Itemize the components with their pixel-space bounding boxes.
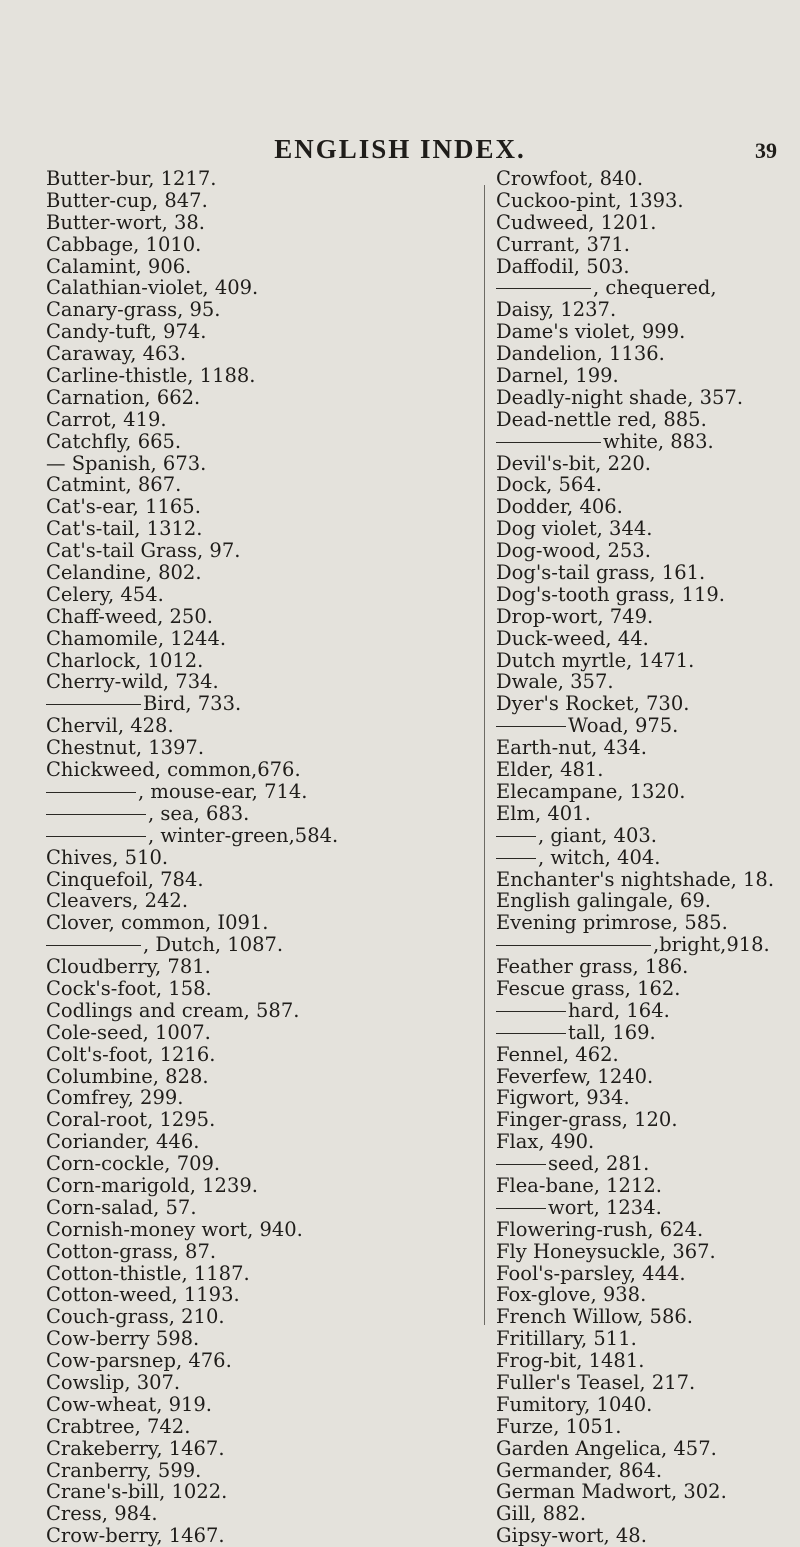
index-entry-text: Drop-wort, 749. bbox=[496, 604, 654, 628]
index-entry-text: Cuckoo-pint, 1393. bbox=[496, 188, 684, 212]
index-entry-text: Chestnut, 1397. bbox=[46, 736, 205, 760]
index-entry-text: Daisy, 1237. bbox=[496, 298, 617, 322]
index-entry bbox=[46, 518, 466, 540]
index-entry-text: Fennel, 462. bbox=[496, 1042, 619, 1066]
index-entry-text: Chives, 510. bbox=[46, 845, 169, 869]
index-entry-text: Germander, 864. bbox=[496, 1458, 663, 1482]
index-entry bbox=[496, 671, 800, 693]
index-entry bbox=[496, 1438, 800, 1460]
index-entry-text: seed, 281. bbox=[548, 1152, 650, 1176]
index-entry bbox=[46, 956, 466, 978]
index-entry-text: Evening primrose, 585. bbox=[496, 911, 728, 935]
index-entry bbox=[46, 847, 466, 869]
index-entry bbox=[46, 474, 466, 496]
index-entry-text: — Spanish, 673. bbox=[46, 451, 207, 475]
index-entry-text: Cotton-thistle, 1187. bbox=[46, 1261, 250, 1285]
index-entry bbox=[496, 431, 800, 453]
index-entry-text: Cow-wheat, 919. bbox=[46, 1392, 213, 1416]
index-entry bbox=[496, 496, 800, 518]
index-entry bbox=[496, 1087, 800, 1109]
index-entry bbox=[46, 606, 466, 628]
index-entry-text: Carrot, 419. bbox=[46, 407, 167, 431]
index-entry bbox=[46, 540, 466, 562]
index-entry-text: Darnel, 199. bbox=[496, 364, 619, 388]
ditto-rule bbox=[496, 442, 601, 443]
index-entry-text: Coriander, 446. bbox=[46, 1130, 200, 1154]
index-entry-text: , mouse-ear, 714. bbox=[138, 779, 308, 803]
index-entry-text: Charlock, 1012. bbox=[46, 648, 204, 672]
index-entry-text: Flax, 490. bbox=[496, 1130, 595, 1154]
ditto-rule bbox=[46, 814, 146, 815]
ditto-rule bbox=[496, 1033, 566, 1034]
index-entry-text: Cotton-weed, 1193. bbox=[46, 1283, 240, 1307]
index-entry-text: wort, 1234. bbox=[548, 1195, 662, 1219]
index-entry bbox=[46, 256, 466, 278]
index-entry bbox=[46, 825, 466, 847]
index-entry bbox=[46, 1044, 466, 1066]
index-entry-text: Cleavers, 242. bbox=[46, 889, 189, 913]
index-entry bbox=[496, 825, 800, 847]
index-entry bbox=[46, 890, 466, 912]
index-entry-text: Chickweed, common,676. bbox=[46, 758, 301, 782]
index-entry-text: Catchfly, 665. bbox=[46, 429, 182, 453]
index-entry bbox=[496, 1241, 800, 1263]
index-entry-text: Garden Angelica, 457. bbox=[496, 1436, 717, 1460]
ditto-rule bbox=[496, 1164, 546, 1165]
index-entry bbox=[496, 715, 800, 737]
ditto-rule bbox=[496, 1208, 546, 1209]
index-entry bbox=[46, 277, 466, 299]
index-entry bbox=[496, 693, 800, 715]
index-entry bbox=[496, 847, 800, 869]
index-entry bbox=[46, 912, 466, 934]
index-entry-text: Chervil, 428. bbox=[46, 714, 174, 738]
ditto-rule bbox=[46, 792, 136, 793]
index-entry-text: Cabbage, 1010. bbox=[46, 232, 202, 256]
index-entry-text: Gipsy-wort, 48. bbox=[496, 1524, 647, 1547]
index-entry bbox=[496, 190, 800, 212]
index-entry-text: Comfrey, 299. bbox=[46, 1086, 184, 1110]
index-entry-text: French Willow, 586. bbox=[496, 1305, 693, 1329]
index-entry bbox=[496, 1372, 800, 1394]
index-entry-text: Enchanter's nightshade, 18. bbox=[496, 867, 775, 891]
index-entry-text: Celandine, 802. bbox=[46, 561, 202, 585]
index-entry bbox=[46, 168, 466, 190]
index-entry-text: Crowfoot, 840. bbox=[496, 167, 644, 190]
index-entry-text: Daffodil, 503. bbox=[496, 254, 630, 278]
index-entry-text: Dame's violet, 999. bbox=[496, 320, 686, 344]
index-entry bbox=[46, 1197, 466, 1219]
index-entry-text: Cotton-grass, 87. bbox=[46, 1239, 217, 1263]
index-entry-text: Furze, 1051. bbox=[496, 1414, 622, 1438]
index-entry bbox=[496, 1284, 800, 1306]
index-entry bbox=[46, 431, 466, 453]
index-entry bbox=[496, 803, 800, 825]
index-entry-text: Earth-nut, 434. bbox=[496, 736, 647, 760]
index-entry-text: Fox-glove, 938. bbox=[496, 1283, 647, 1307]
index-entry-text: hard, 164. bbox=[568, 998, 670, 1022]
index-entry bbox=[46, 321, 466, 343]
index-entry-text: Duck-weed, 44. bbox=[496, 626, 649, 650]
index-entry bbox=[46, 1087, 466, 1109]
index-entry-text: Corn-cockle, 709. bbox=[46, 1152, 221, 1176]
index-entry-text: Cole-seed, 1007. bbox=[46, 1020, 211, 1044]
index-entry bbox=[496, 912, 800, 934]
index-entry bbox=[496, 890, 800, 912]
index-entry-text: Corn-salad, 57. bbox=[46, 1195, 197, 1219]
index-entry bbox=[496, 474, 800, 496]
index-entry-text: Celery, 454. bbox=[46, 582, 164, 606]
index-entry bbox=[46, 1525, 466, 1547]
index-entry bbox=[496, 256, 800, 278]
index-entry bbox=[46, 299, 466, 321]
index-entry-text: Elecampane, 1320. bbox=[496, 779, 686, 803]
index-entry bbox=[496, 584, 800, 606]
index-entry-text: Clover, common, I091. bbox=[46, 911, 269, 935]
index-entry-text: Canary-grass, 95. bbox=[46, 298, 221, 322]
index-entry bbox=[496, 1328, 800, 1350]
index-entry bbox=[46, 234, 466, 256]
index-entry-text: Cherry-wild, 734. bbox=[46, 670, 219, 694]
index-entry-text: Feverfew, 1240. bbox=[496, 1064, 654, 1088]
index-entry bbox=[496, 562, 800, 584]
index-entry-text: Dead-nettle red, 885. bbox=[496, 407, 707, 431]
index-entry-text: Cornish-money wort, 940. bbox=[46, 1217, 303, 1241]
index-entry-text: Bird, 733. bbox=[143, 692, 242, 716]
index-entry-text: Woad, 975. bbox=[568, 714, 679, 738]
index-entry-text: Devil's-bit, 220. bbox=[496, 451, 651, 475]
index-entry-text: Dog's-tail grass, 161. bbox=[496, 561, 706, 585]
index-entry bbox=[496, 234, 800, 256]
index-entry bbox=[46, 671, 466, 693]
index-entry-text: , giant, 403. bbox=[538, 823, 657, 847]
index-entry bbox=[46, 1372, 466, 1394]
index-entry-text: Frog-bit, 1481. bbox=[496, 1349, 645, 1373]
index-entry-text: Elm, 401. bbox=[496, 801, 591, 825]
index-entry-text: tall, 169. bbox=[568, 1020, 656, 1044]
index-entry bbox=[46, 1416, 466, 1438]
ditto-rule bbox=[46, 704, 141, 705]
index-entry-text: Cock's-foot, 158. bbox=[46, 976, 212, 1000]
ditto-rule bbox=[496, 288, 591, 289]
index-entry-text: Figwort, 934. bbox=[496, 1086, 630, 1110]
ditto-rule bbox=[46, 945, 141, 946]
index-entry-text: Chamomile, 1244. bbox=[46, 626, 227, 650]
index-entry-text: Cress, 984. bbox=[46, 1502, 158, 1526]
index-entry bbox=[496, 737, 800, 759]
right-index-column bbox=[496, 168, 800, 1547]
index-entry-text: Dog-wood, 253. bbox=[496, 539, 651, 563]
index-entry bbox=[496, 1175, 800, 1197]
index-entry bbox=[46, 190, 466, 212]
page-title: ENGLISH INDEX. bbox=[274, 134, 526, 164]
index-entry bbox=[46, 409, 466, 431]
index-entry-text: Butter-cup, 847. bbox=[46, 188, 208, 212]
index-entry bbox=[46, 1503, 466, 1525]
index-entry bbox=[46, 365, 466, 387]
index-entry-text: Fool's-parsley, 444. bbox=[496, 1261, 686, 1285]
index-entry-text: Cinquefoil, 784. bbox=[46, 867, 204, 891]
index-entry bbox=[496, 299, 800, 321]
index-entry-text: English galingale, 69. bbox=[496, 889, 711, 913]
index-entry bbox=[496, 650, 800, 672]
index-entry-text: Couch-grass, 210. bbox=[46, 1305, 225, 1329]
index-entry bbox=[46, 628, 466, 650]
index-entry bbox=[496, 1416, 800, 1438]
index-entry-text: Feather grass, 186. bbox=[496, 955, 689, 979]
ditto-rule bbox=[496, 1011, 566, 1012]
index-entry bbox=[496, 934, 800, 956]
index-entry bbox=[46, 737, 466, 759]
index-entry-text: Finger-grass, 120. bbox=[496, 1108, 678, 1132]
index-entry bbox=[496, 869, 800, 891]
index-entry-text: , chequered, bbox=[593, 276, 717, 300]
index-entry bbox=[46, 562, 466, 584]
ditto-rule bbox=[496, 858, 536, 859]
index-entry-text: Flea-bane, 1212. bbox=[496, 1173, 662, 1197]
index-entry bbox=[46, 1153, 466, 1175]
index-entry bbox=[496, 1350, 800, 1372]
index-entry bbox=[46, 1022, 466, 1044]
index-entry bbox=[46, 1328, 466, 1350]
index-entry-text: Candy-tuft, 974. bbox=[46, 320, 207, 344]
index-entry-text: , winter-green,584. bbox=[148, 823, 339, 847]
index-entry-text: Chaff-weed, 250. bbox=[46, 604, 213, 628]
index-entry bbox=[46, 343, 466, 365]
index-entry bbox=[46, 803, 466, 825]
index-entry-text: Columbine, 828. bbox=[46, 1064, 209, 1088]
index-entry bbox=[46, 1394, 466, 1416]
index-entry bbox=[496, 606, 800, 628]
index-entry bbox=[46, 1438, 466, 1460]
index-entry-text: Gill, 882. bbox=[496, 1502, 587, 1526]
index-entry-text: Cat's-ear, 1165. bbox=[46, 495, 201, 519]
index-entry-text: Fritillary, 511. bbox=[496, 1327, 637, 1351]
index-entry bbox=[496, 1109, 800, 1131]
index-entry bbox=[46, 1460, 466, 1482]
index-entry bbox=[46, 1306, 466, 1328]
index-entry-text: , sea, 683. bbox=[148, 801, 250, 825]
index-entry-text: Cat's-tail, 1312. bbox=[46, 517, 203, 541]
index-entry-text: Cat's-tail Grass, 97. bbox=[46, 539, 241, 563]
index-entry-text: Crow-berry, 1467. bbox=[46, 1524, 225, 1547]
index-entry-text: Butter-wort, 38. bbox=[46, 210, 206, 234]
index-entry bbox=[496, 1394, 800, 1416]
index-entry bbox=[46, 387, 466, 409]
index-entry-text: Currant, 371. bbox=[496, 232, 630, 256]
index-entry bbox=[496, 365, 800, 387]
ditto-rule bbox=[496, 945, 651, 946]
index-entry bbox=[46, 715, 466, 737]
index-entry-text: ,bright,918. bbox=[653, 933, 770, 957]
index-entry-text: Dyer's Rocket, 730. bbox=[496, 692, 690, 716]
ditto-rule bbox=[46, 836, 146, 837]
index-entry-text: Cow-parsnep, 476. bbox=[46, 1349, 232, 1373]
ditto-rule bbox=[496, 836, 536, 837]
index-entry bbox=[496, 1219, 800, 1241]
index-entry bbox=[496, 1525, 800, 1547]
index-entry bbox=[496, 518, 800, 540]
index-entry-text: white, 883. bbox=[603, 429, 714, 453]
index-entry-text: Calamint, 906. bbox=[46, 254, 192, 278]
index-entry bbox=[46, 1066, 466, 1088]
index-entry bbox=[496, 1131, 800, 1153]
index-entry-text: Dock, 564. bbox=[496, 473, 602, 497]
index-entry-text: Cudweed, 1201. bbox=[496, 210, 657, 234]
index-entry bbox=[496, 1066, 800, 1088]
index-entry bbox=[46, 1241, 466, 1263]
index-entry bbox=[46, 496, 466, 518]
index-entry bbox=[46, 759, 466, 781]
index-entry bbox=[496, 409, 800, 431]
index-entry bbox=[46, 212, 466, 234]
index-entry-text: German Madwort, 302. bbox=[496, 1480, 727, 1504]
index-entry bbox=[496, 1022, 800, 1044]
index-entry-text: Fuller's Teasel, 217. bbox=[496, 1370, 696, 1394]
index-entry bbox=[496, 540, 800, 562]
index-entry bbox=[496, 453, 800, 475]
index-entry bbox=[496, 1503, 800, 1525]
index-entry-text: Catmint, 867. bbox=[46, 473, 182, 497]
index-entry bbox=[496, 1153, 800, 1175]
page-number: 39 bbox=[755, 138, 777, 163]
index-entry bbox=[46, 1000, 466, 1022]
index-entry-text: Codlings and cream, 587. bbox=[46, 998, 300, 1022]
index-entry bbox=[46, 693, 466, 715]
index-entry bbox=[46, 1219, 466, 1241]
index-entry-text: Crabtree, 742. bbox=[46, 1414, 191, 1438]
index-entry-text: Corn-marigold, 1239. bbox=[46, 1173, 258, 1197]
index-entry-text: , witch, 404. bbox=[538, 845, 661, 869]
index-entry bbox=[46, 650, 466, 672]
index-entry bbox=[496, 212, 800, 234]
index-entry bbox=[496, 628, 800, 650]
index-entry-text: Cloudberry, 781. bbox=[46, 955, 211, 979]
index-entry bbox=[46, 1131, 466, 1153]
index-entry bbox=[496, 1481, 800, 1503]
index-entry bbox=[496, 1306, 800, 1328]
index-entry bbox=[496, 759, 800, 781]
index-entry-text: Caraway, 463. bbox=[46, 342, 187, 366]
index-entry-text: Calathian-violet, 409. bbox=[46, 276, 259, 300]
index-entry bbox=[496, 781, 800, 803]
index-entry-text: , Dutch, 1087. bbox=[143, 933, 284, 957]
index-entry bbox=[46, 1481, 466, 1503]
index-entry-text: Dandelion, 1136. bbox=[496, 342, 665, 366]
index-entry-text: Dog violet, 344. bbox=[496, 517, 653, 541]
index-entry-text: Elder, 481. bbox=[496, 758, 604, 782]
index-entry bbox=[46, 1263, 466, 1285]
column-divider bbox=[484, 185, 485, 1325]
index-entry bbox=[496, 321, 800, 343]
index-entry bbox=[46, 584, 466, 606]
index-entry-text: Cowslip, 307. bbox=[46, 1370, 181, 1394]
index-entry bbox=[496, 956, 800, 978]
index-entry-text: Cranberry, 599. bbox=[46, 1458, 202, 1482]
index-entry bbox=[496, 168, 800, 190]
index-entry bbox=[496, 978, 800, 1000]
index-entry-text: Cow-berry 598. bbox=[46, 1327, 200, 1351]
index-entry-text: Fly Honeysuckle, 367. bbox=[496, 1239, 716, 1263]
index-entry-text: Dwale, 357. bbox=[496, 670, 614, 694]
index-entry-text: Deadly-night shade, 357. bbox=[496, 385, 744, 409]
index-entry-text: Coral-root, 1295. bbox=[46, 1108, 216, 1132]
index-entry bbox=[46, 1175, 466, 1197]
index-entry-text: Dog's-tooth grass, 119. bbox=[496, 582, 725, 606]
index-entry-text: Flowering-rush, 624. bbox=[496, 1217, 704, 1241]
index-entry bbox=[496, 387, 800, 409]
index-entry-text: Crakeberry, 1467. bbox=[46, 1436, 225, 1460]
index-entry bbox=[46, 934, 466, 956]
index-entry bbox=[496, 1000, 800, 1022]
index-entry-text: Dodder, 406. bbox=[496, 495, 623, 519]
index-entry bbox=[496, 277, 800, 299]
index-entry bbox=[496, 1263, 800, 1285]
index-entry bbox=[496, 1460, 800, 1482]
index-entry bbox=[46, 978, 466, 1000]
index-entry-text: Carline-thistle, 1188. bbox=[46, 364, 256, 388]
index-entry bbox=[46, 453, 466, 475]
ditto-rule bbox=[496, 726, 566, 727]
index-entry-text: Fumitory, 1040. bbox=[496, 1392, 653, 1416]
index-entry bbox=[46, 1350, 466, 1372]
index-entry-text: Fescue grass, 162. bbox=[496, 976, 681, 1000]
index-entry bbox=[496, 343, 800, 365]
index-entry bbox=[46, 869, 466, 891]
left-index-column bbox=[46, 168, 466, 1547]
index-entry-text: Carnation, 662. bbox=[46, 385, 201, 409]
index-entry bbox=[46, 1284, 466, 1306]
index-entry-text: Dutch myrtle, 1471. bbox=[496, 648, 695, 672]
index-entry-text: Colt's-foot, 1216. bbox=[46, 1042, 216, 1066]
index-entry-text: Butter-bur, 1217. bbox=[46, 167, 217, 190]
index-entry-text: Crane's-bill, 1022. bbox=[46, 1480, 228, 1504]
index-entry bbox=[496, 1197, 800, 1219]
index-entry bbox=[46, 1109, 466, 1131]
index-entry bbox=[496, 1044, 800, 1066]
index-entry bbox=[46, 781, 466, 803]
